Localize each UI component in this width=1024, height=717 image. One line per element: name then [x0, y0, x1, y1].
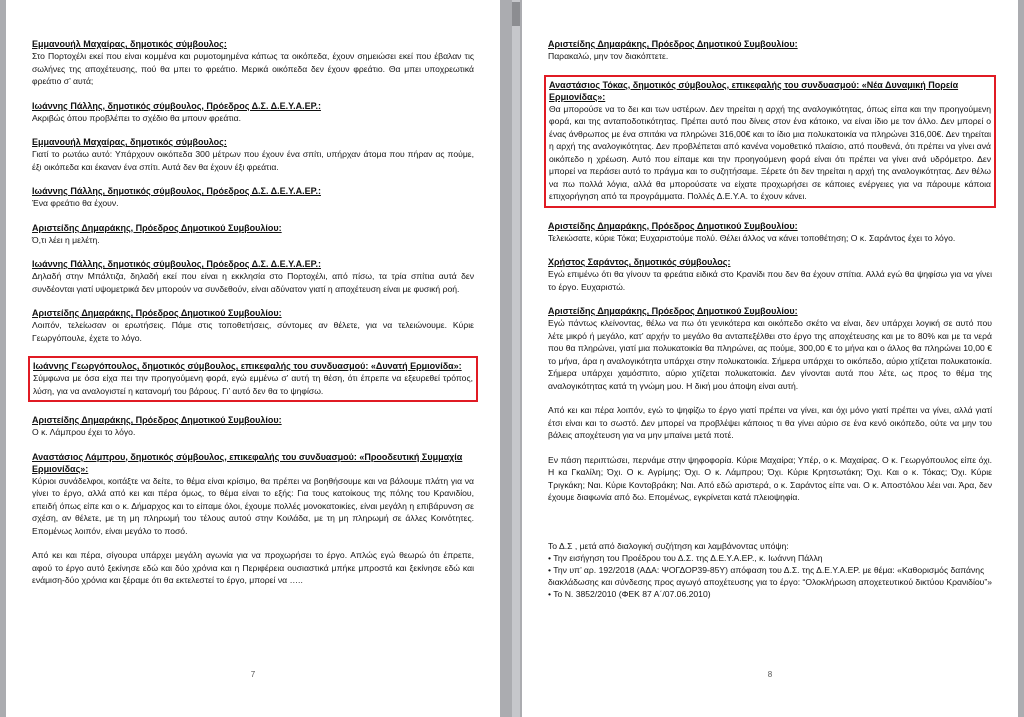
right-blocks-after: [548, 220, 992, 504]
statement-block: [32, 38, 474, 88]
speaker-name: Αναστάσιος Λάμπρου, δημοτικός σύμβουλος, επικεφαλής του συνδυασμού: «Προοδευτική Συμμαχία Ερμιονίδας»:: [32, 451, 463, 474]
speaker-name: Χρήστος Σαράντος, δημοτικός σύμβουλος:: [548, 257, 731, 267]
statement-text: Παρακαλώ, μην τον διακόπτετε.: [548, 51, 669, 61]
statement-text: Ό,τι λέει η μελέτη.: [32, 234, 100, 245]
speaker-name: Αναστάσιος Τόκας, δημοτικός σύμβουλος, επικεφαλής του συνδυασμού: «Νέα Δυναμική Πορεία Ερμιονίδας»:: [549, 79, 959, 102]
statement-text: Δηλαδή στην Μπάλτιζα, δηλαδή εκεί που είναι η εκκλησία στο Πορτοχέλι, από πίσω, τα τρία σπίτια αυτά δεν συνδέονται γιατί υψομετρικά δεν μπορούν να συνδεθούν, είναι αδύνατον γιατί η αποχέτευση είναι με φυσική ροή.: [32, 271, 474, 294]
right-blocks: [548, 38, 992, 63]
speaker-name: Ιωάννης Πάλλης, δημοτικός σύμβουλος, Πρόεδρος Δ.Σ. Δ.Ε.Υ.Α.ΕΡ.:: [32, 100, 321, 111]
statement-text: Εν πάση περιπτώσει, περνάμε στην ψηφοφορία. Κύριε Μαχαίρα; Υπέρ, ο κ. Μαχαίρας. Ο κ. Γεωργόπουλος είπε όχι. Η κα Γκαλίλη; Όχι. Ο κ. Αγρίμης; Όχι. Ο κ. Λάμπρου; Όχι. Κύριε Κρητσωτάκη; Όχι. Και ο κ. Τόκας; Όχι. Κύριε Τριγκάκη; Ναι. Κύριε Κοντοβράκη; Ναι. Από εδώ αριστερά, ο κ. Σαράντος είπε ναι. Ο κ. Αποστόλου λέει ναι. Άρα, δεν έχουμε διαφωνία από δω. Επομένως, εγκρίνεται κατά πλειοψηφία.: [548, 454, 992, 502]
statement-block: [32, 451, 474, 538]
statement-text: Λοιπόν, τελείωσαν οι ερωτήσεις. Πάμε στις τοποθετήσεις, σύντομες αν θέλετε, για να τελειώνουμε. Κύριε Γεωργόπουλε, έχετε το λόγο.: [32, 320, 474, 343]
left-blocks: [32, 38, 474, 344]
statement-text: Σύμφωνα με όσα είχα πει την προηγούμενη φορά, εγώ εμμένω σ’ αυτή τη θέση, ότι έπρεπε να εξευρεθεί τρόπος, λύση, για να αναλογιστεί η κατανομή του βάρους. Γι’ αυτό δεν θα το ψηφίσω.: [33, 373, 473, 396]
page-7: [6, 0, 500, 717]
speaker-name: Εμμανουήλ Μαχαίρας, δημοτικός σύμβουλος:: [32, 39, 227, 49]
speaker-name: Αριστείδης Δημαράκης, Πρόεδρος Δημοτικού Συμβουλίου:: [32, 415, 282, 425]
statement-text: Τελειώσατε, κύριε Τόκα; Ευχαριστούμε πολύ. Θέλει άλλος να κάνει τοποθέτηση; Ο κ. Σαράντος έχει το λόγο.: [548, 232, 956, 243]
speaker-name: Ιωάννης Πάλλης, δημοτικός σύμβουλος, Πρόεδρος Δ.Σ. Δ.Ε.Υ.Α.ΕΡ.:: [32, 186, 321, 196]
speaker-name: Αριστείδης Δημαράκης, Πρόεδρος Δημοτικού Συμβουλίου:: [32, 222, 282, 233]
statement-block: [548, 38, 992, 63]
highlighted-block-left: [28, 356, 478, 402]
page-number: 8: [767, 670, 773, 679]
statement-block: [32, 414, 474, 439]
decision-bullet: • Την εισήγηση του Προέδρου του Δ.Σ. της Δ.Ε.Υ.Α.ΕΡ., κ. Ιωάννη Πάλλη: [548, 553, 823, 563]
statement-block: [548, 454, 992, 504]
statement-block: [548, 256, 992, 293]
statement-block: [32, 549, 474, 587]
speaker-name: Αριστείδης Δημαράκης, Πρόεδρος Δημοτικού Συμβουλίου:: [548, 220, 798, 231]
scrollbar-thumb[interactable]: [512, 2, 520, 26]
statement-block: [548, 220, 992, 245]
statement-block: [32, 307, 474, 344]
statement-text: Κύριοι συνάδελφοι, κοιτάξτε να δείτε, το θέμα είναι κρίσιμο, θα πρέπει να βοηθήσουμε και να βάλουμε πλάτη για να γίνει το έργο, αλλά από κει και πέρα όμως, το θέμα είναι το εξής: Για τους κατοίκους της πόλης του Κρανιδίου, επειδή όπως είπε και ο κ. Δήμαρχος και το είπαμε όλοι, έχουμε πολλές μονοκατοικίες, είναι μεγάλη η επιβάρυνση σε σχέση, αν θέλετε, με τη μη πληρωμή του τέλους αυτού στην Κοιλάδα, με τη μη πληρωμή σε άλλες Κοινότητες. Επομένως λοιπόν, είναι μεγάλο το ποσό.: [32, 475, 474, 536]
statement-text: Από κει και πέρα, σίγουρα υπάρχει μεγάλη αγωνία για να προχωρήσει το έργο. Απλώς εγώ θεωρώ ότι έπρεπε, αφού το έργο αυτό ξεκίνησε εδώ και δύο χρόνια και η Περιφέρεια ουσιαστικά μπήκε μπροστά και ξεκίνησε εδώ και ενάμιση-δύο χρόνια και ξέραμε ότι θα εκτελεστεί το έργο, μπορεί να …..: [32, 550, 474, 585]
statement-text: Ο κ. Λάμπρου έχει το λόγο.: [32, 427, 136, 437]
decision-bullets: [548, 552, 992, 600]
decision-bullet: • Το Ν. 3852/2010 (ΦΕΚ 87 Α΄/07.06.2010): [548, 589, 711, 599]
statement-text: Στο Πορτοχέλι εκεί που είναι κομμένα και ρυμοτομημένα κάπως τα οικόπεδα, έχουν σημειώσει εκεί που έβαλαν τις σωλήνες της αποχέτευσης, πού θα μπει το φρεάτιο. Μερικά οικόπεδα δεν έχουν φρεάτιο. Θα μπει υποχρεωτικά φρεάτιο σ’ αυτά;: [32, 51, 474, 86]
statement-text: Γιατί το ρωτάω αυτό: Υπάρχουν οικόπεδα 300 μέτρων που έχουν ένα σπίτι, υπήρχαν άτομα που πήραν ας πούμε, έξι οικόπεδα και έκαναν ένα σπίτι. Αυτά δεν θα έχουν έξι φρεάτια.: [32, 149, 474, 172]
statement-text: Ακριβώς όπου προβλέπει το σχέδιο θα μπουν φρεάτια.: [32, 112, 241, 123]
statement-text: Εγώ επιμένω ότι θα γίνουν τα φρεάτια ειδικά στο Κρανίδι που δεν θα έχουν σπίτια. Αλλά εγώ θα ψηφίσω για να γίνει το έργο. Ευχαριστώ.: [548, 269, 992, 292]
page-8: [522, 0, 1018, 717]
decision-section: [548, 540, 992, 601]
statement-text: Από κει και πέρα λοιπόν, εγώ το ψηφίζω το έργο γιατί πρέπει να γίνει, και όχι μόνο γιατί πρέπει να γίνει, αλλά γιατί έτσι είναι και το σωστό. Δεν μπορεί να προβλέψει κάποιος τι θα γίνει αύριο σε ένα κενό οικόπεδο, ούτε να μην του βάλεις αποχέτευση για να μην μπαίνει μετά ποτέ.: [548, 405, 992, 440]
highlighted-statement: [33, 360, 473, 397]
speaker-name: Αριστείδης Δημαράκης, Πρόεδρος Δημοτικού Συμβουλίου:: [548, 306, 798, 316]
decision-intro: Το Δ.Σ , μετά από διαλογική συζήτηση και λαμβάνοντας υπόψη:: [548, 540, 789, 551]
statement-text: Ένα φρεάτιο θα έχουν.: [32, 198, 119, 208]
speaker-name: Ιωάννης Πάλλης, δημοτικός σύμβουλος, Πρόεδρος Δ.Σ. Δ.Ε.Υ.Α.ΕΡ.:: [32, 259, 321, 269]
speaker-name: Ιωάννης Γεωργόπουλος, δημοτικός σύμβουλος, επικεφαλής του συνδυασμού: «Δυνατή Ερμιονίδα»:: [33, 361, 462, 371]
statement-block: [32, 136, 474, 173]
statement-block: [32, 100, 474, 125]
statement-block: [32, 222, 474, 247]
page-number: 7: [250, 670, 256, 679]
left-blocks-after: [32, 414, 474, 587]
statement-block: [548, 404, 992, 442]
scrollbar[interactable]: [512, 0, 520, 717]
statement-text: Θα μπορούσε να το δει και των υστέρων. Δεν τηρείται η αρχή της αναλογικότητας, όπως είπα και την προηγούμενη φορά, και της ανταποδοτικότητας. Πρέπει αυτό που δίνεις στον ένα κάτοικο, να είναι ίδιο με τον άλλο. Δεν μπορεί ο ένας άνθρωπος με ένα σπιτάκι να πληρώνει 316,00€ και το ίδιο μια πολυκατοικία να πληρώνει 316,00€. Δεν τηρείται η αρχή της αναλογικότητας. Δεν προβλέπεται από κανένα νομοθετικό πλαίσιο, από πουθενά, ότι πρέπει να γίνει ανά οικόπεδο η χρέωση. Αυτό που είπαμε και την προηγούμενη φορά είναι ότι πρέπει να γίνει ανά υδρόμετρο. Δεν μπορεί να περάσει αυτό το πράγμα και το συζητήσαμε. Ξέρετε ότι δεν τηρείται η αρχή της αναλογικότητας. Δεν θέλω να πω πολλά λόγια, αλλά θα μπορούσατε να είχατε προχωρήσει σε κάποιες ενέργειες για να πάρουμε κάποια επιχορήγηση από τα προγράμματα. Πολλές Δ.Ε.Υ.Α. το έχουν κάνει.: [549, 103, 991, 201]
speaker-name: Εμμανουήλ Μαχαίρας, δημοτικός σύμβουλος:: [32, 137, 227, 147]
statement-block: [32, 258, 474, 295]
speaker-name: Αριστείδης Δημαράκης, Πρόεδρος Δημοτικού Συμβουλίου:: [548, 39, 798, 49]
statement-text: Εγώ πάντως κλείνοντας, θέλω να πω ότι γενικότερα και οικόπεδο σκέτο να είναι, δεν υπάρχει λογική σε αυτό που λέτε μικρό ή μεγάλο, κατ’ αρχήν το μεγάλο θα ανταπεξέλθει στο έργο της αποχέτευσης και με το 80% και με τα νερά που θα πληρώνει, γιατί μια πολυκατοικία θα πληρώνει, ας πούμε, 300,00 € το μήνα και ο άλλος θα πληρώνει 10,00 € το μήνα, άρα η αναλογικότητα υπάρχει στην πολυκατοικία. Σήμερα υπάρχει το οικόπεδο, αύριο χτίζεται πολυκατοικία. Σήμερα υπάρχει χαμόσπιτο, αύριο χτίζεται πολυκατοικία. Δεν γίνονται αυτά που λέτε, ως προς το θέμα της αναλογικότητας κατά τη γνώμη μου. Η δική μου άποψη είναι αυτή.: [548, 318, 992, 391]
speaker-name: Αριστείδης Δημαράκης, Πρόεδρος Δημοτικού Συμβουλίου:: [32, 308, 282, 318]
highlighted-statement: [549, 79, 991, 203]
statement-block: [32, 185, 474, 210]
highlighted-block-right: [544, 75, 996, 208]
statement-block: [548, 305, 992, 392]
decision-bullet: • Την υπ’ αρ. 192/2018 (ΑΔΑ: ΨΟΓΔΟΡ39-85Υ) απόφαση του Δ.Σ. της Δ.Ε.Υ.Α.ΕΡ. με θέμα: «Καθορισμός δαπάνης διακλάδωσης και σύνδεσης προς αγωγό αποχέτευσης για το έργο: “Ολοκλήρωση αποχετευτικού δικτύου Κρανιδίου”»: [548, 565, 992, 587]
